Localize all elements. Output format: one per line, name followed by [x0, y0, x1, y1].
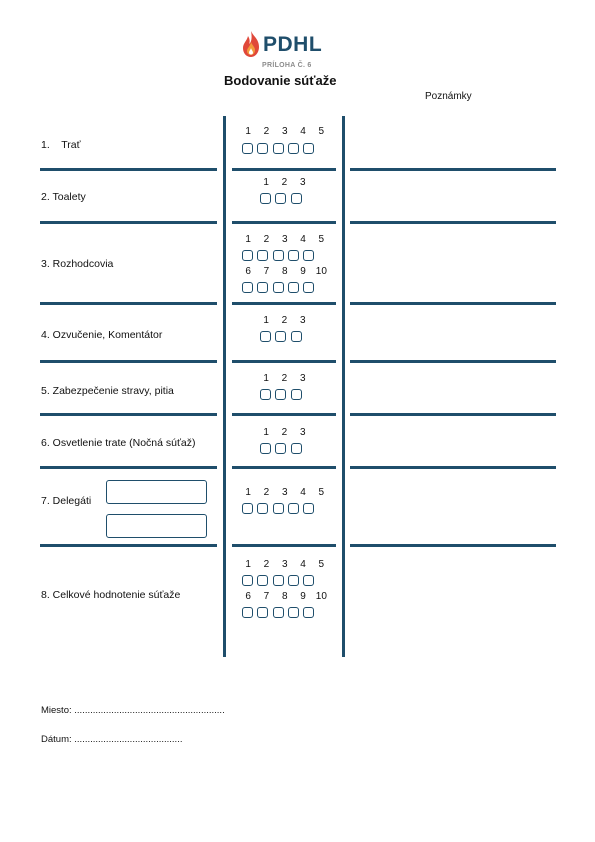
- score-number: 3: [299, 373, 306, 384]
- score-checkbox[interactable]: [273, 143, 284, 154]
- score-checkbox[interactable]: [257, 143, 268, 154]
- score-checkbox[interactable]: [242, 503, 253, 514]
- separator-line: [232, 466, 336, 469]
- score-checkbox[interactable]: [303, 282, 314, 293]
- flame-logo-icon: [240, 30, 262, 58]
- place-line: Miesto: .........................................................: [41, 705, 225, 716]
- separator-line: [40, 302, 217, 305]
- score-checkbox[interactable]: [303, 503, 314, 514]
- score-number: 8: [281, 591, 288, 602]
- score-checkbox[interactable]: [303, 607, 314, 618]
- score-checkbox[interactable]: [257, 503, 268, 514]
- score-checkbox[interactable]: [291, 389, 302, 400]
- score-number: 2: [281, 373, 288, 384]
- score-number: 10: [315, 266, 327, 277]
- score-number: 3: [281, 559, 288, 570]
- score-number: 1: [263, 315, 269, 326]
- score-checkboxes: [260, 193, 306, 204]
- row-label-overall: 8. Celkové hodnotenie súťaže: [41, 589, 181, 601]
- score-checkbox[interactable]: [242, 282, 253, 293]
- score-checkbox[interactable]: [275, 193, 286, 204]
- score-checkbox[interactable]: [291, 193, 302, 204]
- score-checkbox[interactable]: [303, 143, 314, 154]
- score-checkbox[interactable]: [242, 143, 253, 154]
- score-numbers: [239, 266, 330, 277]
- separator-line: [350, 168, 556, 171]
- separator-line: [350, 221, 556, 224]
- score-numbers: [257, 315, 312, 326]
- score-numbers: [257, 177, 312, 188]
- score-checkbox[interactable]: [303, 575, 314, 586]
- score-checkboxes: [242, 250, 318, 261]
- score-checkboxes: [242, 575, 318, 586]
- notes-heading: Poznámky: [425, 91, 472, 102]
- score-numbers: [239, 487, 330, 498]
- score-number: 1: [245, 559, 251, 570]
- score-number: 2: [281, 427, 288, 438]
- separator-line: [40, 544, 217, 547]
- score-checkbox[interactable]: [242, 575, 253, 586]
- separator-line: [40, 466, 217, 469]
- separator-line: [350, 360, 556, 363]
- score-numbers: [257, 373, 312, 384]
- score-number: 5: [318, 559, 325, 570]
- separator-line: [40, 221, 217, 224]
- score-number: 3: [281, 487, 288, 498]
- score-checkboxes: [242, 503, 318, 514]
- score-number: 3: [299, 177, 306, 188]
- score-number: 8: [281, 266, 288, 277]
- score-checkboxes: [242, 282, 318, 293]
- separator-line: [232, 221, 336, 224]
- separator-line: [350, 544, 556, 547]
- score-checkbox[interactable]: [260, 193, 271, 204]
- score-number: 4: [300, 559, 306, 570]
- score-checkboxes: [260, 443, 306, 454]
- score-numbers: [239, 591, 330, 602]
- score-checkbox[interactable]: [291, 331, 302, 342]
- score-numbers: [257, 427, 312, 438]
- separator-line: [232, 302, 336, 305]
- score-checkbox[interactable]: [273, 607, 284, 618]
- score-number: 9: [300, 591, 306, 602]
- score-numbers: [239, 559, 330, 570]
- separator-line: [350, 466, 556, 469]
- score-checkbox[interactable]: [275, 331, 286, 342]
- score-number: 4: [300, 487, 306, 498]
- score-number: 7: [263, 266, 270, 277]
- row-label-toilets: 2. Toalety: [41, 191, 86, 203]
- column-divider-right: [342, 116, 345, 657]
- score-number: 1: [245, 487, 251, 498]
- score-number: 2: [263, 559, 270, 570]
- score-checkboxes: [260, 389, 306, 400]
- score-checkbox[interactable]: [288, 250, 299, 261]
- score-number: 7: [263, 591, 270, 602]
- separator-line: [350, 302, 556, 305]
- score-number: 5: [318, 487, 325, 498]
- separator-line: [232, 360, 336, 363]
- score-checkbox[interactable]: [273, 250, 284, 261]
- score-checkbox[interactable]: [242, 607, 253, 618]
- separator-line: [232, 168, 336, 171]
- score-number: 2: [263, 487, 270, 498]
- separator-line: [40, 168, 217, 171]
- row-label-catering: 5. Zabezpečenie stravy, pitia: [41, 385, 174, 397]
- score-numbers: [239, 126, 330, 137]
- score-number: 1: [245, 234, 251, 245]
- annex-label: PRÍLOHA Č. 6: [262, 62, 312, 69]
- score-checkbox[interactable]: [275, 443, 286, 454]
- score-number: 3: [281, 234, 288, 245]
- separator-line: [40, 360, 217, 363]
- score-checkbox[interactable]: [257, 607, 268, 618]
- page-title: Bodovanie súťaže: [224, 73, 337, 88]
- separator-line: [350, 413, 556, 416]
- score-checkbox[interactable]: [273, 503, 284, 514]
- score-number: 6: [245, 266, 251, 277]
- score-number: 2: [263, 234, 270, 245]
- date-line: Dátum: .........................................: [41, 734, 183, 745]
- score-checkbox[interactable]: [242, 250, 253, 261]
- score-checkbox[interactable]: [275, 389, 286, 400]
- separator-line: [232, 413, 336, 416]
- score-checkbox[interactable]: [257, 282, 268, 293]
- score-checkbox[interactable]: [288, 503, 299, 514]
- separator-line: [232, 544, 336, 547]
- score-number: 9: [300, 266, 306, 277]
- score-number: 4: [300, 234, 306, 245]
- delegate-name-field-1[interactable]: [106, 480, 207, 504]
- row-label-track: 1. Trať: [41, 139, 81, 151]
- score-checkbox[interactable]: [291, 443, 302, 454]
- score-checkbox[interactable]: [273, 282, 284, 293]
- score-number: 2: [281, 315, 288, 326]
- score-number: 6: [245, 591, 251, 602]
- score-checkbox[interactable]: [257, 250, 268, 261]
- score-number: 3: [299, 427, 306, 438]
- score-checkbox[interactable]: [273, 575, 284, 586]
- score-number: 5: [318, 234, 325, 245]
- score-checkboxes: [242, 607, 318, 618]
- score-number: 1: [263, 373, 269, 384]
- separator-line: [40, 413, 217, 416]
- score-checkbox[interactable]: [303, 250, 314, 261]
- score-numbers: [239, 234, 330, 245]
- score-number: 1: [263, 427, 269, 438]
- score-number: 5: [318, 126, 325, 137]
- score-checkbox[interactable]: [260, 389, 271, 400]
- row-label-delegates: 7. Delegáti: [41, 495, 92, 507]
- score-checkboxes: [242, 143, 318, 154]
- row-label-sound: 4. Ozvučenie, Komentátor: [41, 329, 163, 341]
- score-number: 4: [300, 126, 306, 137]
- row-label-lighting: 6. Osvetlenie trate (Nočná súťaž): [41, 437, 196, 449]
- score-number: 3: [281, 126, 288, 137]
- score-number: 10: [315, 591, 327, 602]
- score-checkbox[interactable]: [288, 143, 299, 154]
- score-number: 3: [299, 315, 306, 326]
- score-checkbox[interactable]: [260, 443, 271, 454]
- score-checkboxes: [260, 331, 306, 342]
- score-number: 1: [245, 126, 251, 137]
- row-label-referees: 3. Rozhodcovia: [41, 258, 114, 270]
- delegate-name-field-2[interactable]: [106, 514, 207, 538]
- score-number: 2: [263, 126, 270, 137]
- column-divider-left: [223, 116, 226, 657]
- score-checkbox[interactable]: [260, 331, 271, 342]
- score-number: 2: [281, 177, 288, 188]
- score-checkbox[interactable]: [288, 575, 299, 586]
- score-checkbox[interactable]: [288, 282, 299, 293]
- score-number: 1: [263, 177, 269, 188]
- logo-text: PDHL: [263, 33, 323, 56]
- score-checkbox[interactable]: [288, 607, 299, 618]
- score-checkbox[interactable]: [257, 575, 268, 586]
